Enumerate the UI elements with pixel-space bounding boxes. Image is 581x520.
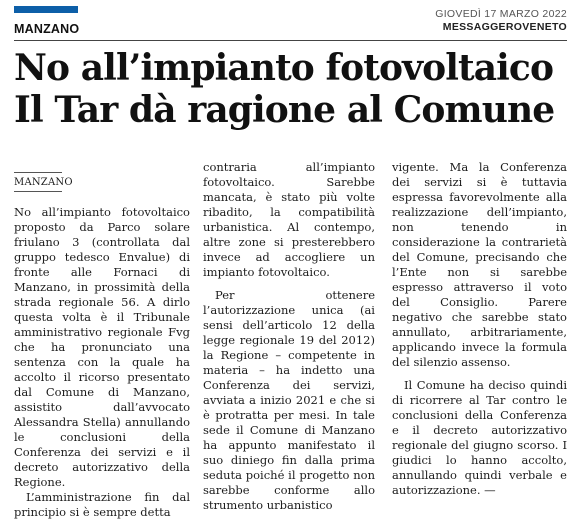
dateline-kicker: MANZANO <box>14 172 62 192</box>
newspaper-name: MESSAGGEROVENETO <box>442 21 567 33</box>
paragraph: Per ottenere l’autorizzazione unica (ai sensi dell’articolo 12 della legge regionale 19 del 2012) la Regione – competente in materia – ha indetto una Conferenza dei servizi, avviata a inizio 2021 e che si è protratta per mesi. In tale sede il Comune di Manzano ha appunto manifestato il suo diniego fin dalla prima seduta poiché il progetto non sarebbe conforme allo strumento urbanistico <box>203 288 375 512</box>
paragraph: L’amministrazione fin dal principio si è sempre detta <box>14 490 190 519</box>
publication-date: GIOVEDÌ 17 MARZO 2022 <box>435 8 567 20</box>
section-label: MANZANO <box>14 22 80 36</box>
headline-line-1: No all’impianto fotovoltaico <box>14 47 554 89</box>
paragraph: No all’impianto fotovoltaico proposto da Parco solare friulano 3 (controllata dal gruppo tedesco Envalue) di fronte alle Fornaci di Manzano, in prossimità della strada regionale 56. A dirlo questa volta è il Tribunale amministrativo regionale Fvg che ha pronunciato una sentenza con la quale ha accolto il ricorso presentato dal Comune di Manzano, assistito dall’avvocato Alessandra Stella) annullando le conclusioni della Conferenza dei servizi e il decreto autorizzativo della Regione. <box>14 205 190 489</box>
article-column-1 <box>14 160 190 520</box>
section-color-bar <box>14 6 78 13</box>
headline-line-2: Il Tar dà ragione al Comune <box>14 89 555 131</box>
dateline <box>435 8 567 33</box>
paragraph: vigente. Ma la Conferenza dei servizi si è tuttavia espressa favorevolmente alla realizzazione dell’impianto, non tenendo in considerazione la contrarietà del Comune, precisando che l’Ente non si sarebbe espresso attraverso il voto del Consiglio. Parere negativo che sarebbe stato annullato, arbitrariamente, applicando invece la formula del silenzio assenso. <box>392 160 567 369</box>
header-rule <box>14 40 567 41</box>
article-column-3 <box>392 160 567 498</box>
headline <box>14 47 567 131</box>
paragraph: contraria all’impianto fotovoltaico. Sarebbe mancata, è stato più volte ribadito, la compatibilità urbanistica. Al contempo, altre zone si presterebbero invece ad accogliere un impianto fotovoltaico. <box>203 160 375 279</box>
paragraph: Il Comune ha deciso quindi di ricorrere al Tar contro le conclusioni della Conferenza e il decreto autorizzativo regionale del giugno scorso. I giudici lo hanno accolto, annullando quindi verbale e autorizzazione. — <box>392 378 567 497</box>
article-column-2 <box>203 160 375 513</box>
